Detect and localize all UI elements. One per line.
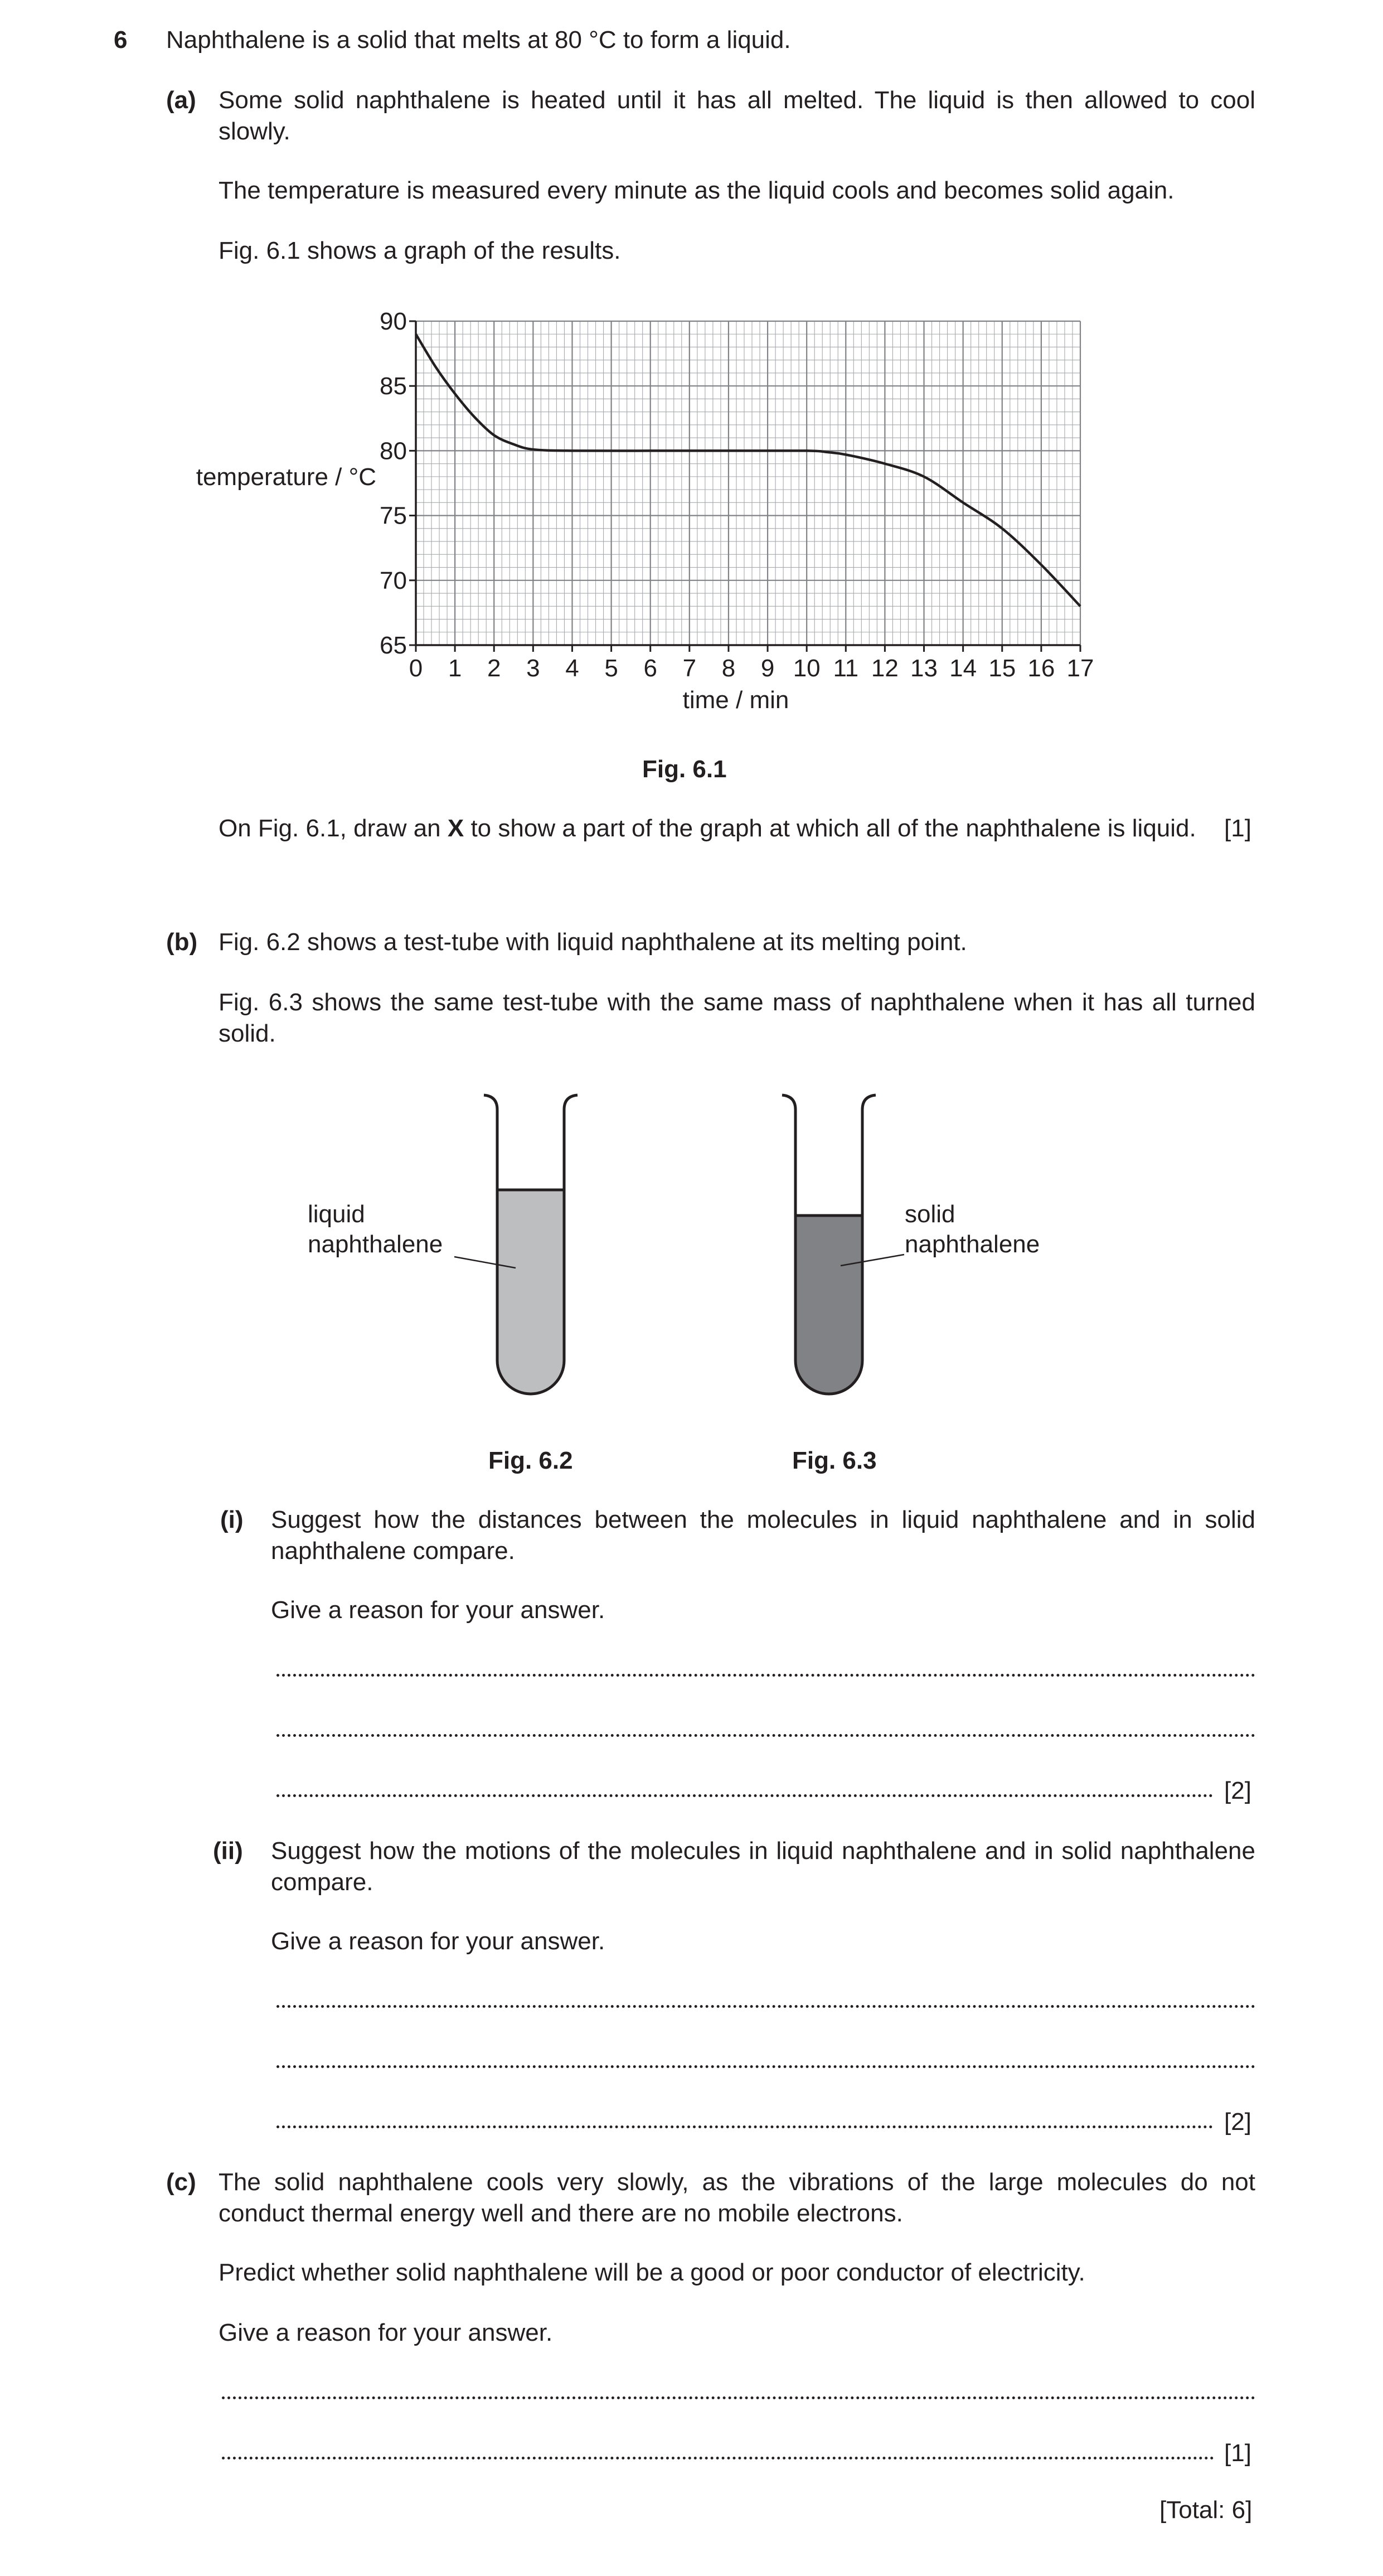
sub-i-marks: [2] [1224,1777,1251,1804]
x-tick-label: 14 [949,655,977,682]
sub-ii-answer-line-2[interactable] [276,2063,1255,2068]
x-tick-label: 8 [721,655,736,682]
fig-6-3-caption: Fig. 6.3 [792,1447,877,1474]
liquid-naphthalene-fill [497,1190,564,1394]
sub-ii-label: (ii) [213,1837,243,1865]
x-tick-label: 4 [565,655,579,682]
solid-label-2: naphthalene [905,1231,1040,1258]
solid-label-1: solid [905,1200,955,1228]
part-a-text-1: Some solid naphthalene is heated until it has all melted. The liquid is then allowed to cool slowly. [219,86,1255,145]
liquid-test-tube [454,1095,578,1394]
question-intro: Naphthalene is a solid that melts at 80 °C to form a liquid. [166,26,791,54]
part-a-marks: [1] [1224,815,1251,842]
sub-ii-answer-line-1[interactable] [276,2003,1255,2008]
part-c-label: (c) [166,2168,196,2196]
sub-ii-text: Suggest how the motions of the molecules in liquid naphthalene and in solid naphthalene compare. [271,1837,1255,1896]
sub-ii-reason: Give a reason for your answer. [271,1928,605,1955]
x-tick-label: 5 [604,655,618,682]
solid-naphthalene-fill [795,1216,862,1394]
question-number: 6 [114,26,128,54]
part-a-text-2: The temperature is measured every minute as the liquid cools and becomes solid again. [219,177,1175,204]
x-tick-label: 10 [793,655,821,682]
y-axis-label: temperature / °C [196,463,376,491]
liquid-label-1: liquid [308,1200,365,1228]
y-tick-label: 65 [380,632,407,659]
instruction-text-pre: On Fig. 6.1, draw an [219,815,448,842]
x-tick-label: 0 [409,655,423,682]
sub-ii-answer-line-3[interactable] [276,2123,1213,2128]
part-a-label: (a) [166,86,196,114]
sub-i-label: (i) [220,1506,244,1533]
sub-i-answer-line-2[interactable] [276,1732,1255,1737]
x-tick-label: 7 [682,655,697,682]
x-tick-label: 16 [1027,655,1055,682]
part-c-text-2: Predict whether solid naphthalene will be a good or poor conductor of electricity. [219,2259,1085,2286]
part-b-text-2: Fig. 6.3 shows the same test-tube with the same mass of naphthalene when it has all turned solid. [219,989,1255,1047]
sub-i-reason: Give a reason for your answer. [271,1596,605,1624]
y-tick-label: 75 [380,502,407,530]
part-c-reason: Give a reason for your answer. [219,2319,553,2346]
part-c-answer-line-2[interactable] [222,2454,1214,2459]
sub-i-text: Suggest how the distances between the molecules in liquid naphthalene and in solid naphthalene compare. [271,1506,1255,1565]
x-tick-label: 3 [526,655,540,682]
part-c-marks: [1] [1224,2439,1251,2467]
x-tick-label: 1 [448,655,462,682]
sub-i-answer-line-1[interactable] [276,1672,1255,1677]
part-c-text-1: The solid naphthalene cools very slowly, as the vibrations of the large molecules do not conduct thermal energy well and there are no mobile electrons. [219,2168,1255,2227]
sub-i-answer-line-3[interactable] [276,1792,1213,1797]
y-tick-label: 85 [380,372,407,400]
y-tick-label: 90 [380,308,407,335]
part-b-text-1: Fig. 6.2 shows a test-tube with liquid naphthalene at its melting point. [219,928,967,956]
y-tick-label: 70 [380,566,407,594]
x-tick-label: 15 [988,655,1016,682]
fig-6-1-caption: Fig. 6.1 [642,756,727,783]
liquid-label-2: naphthalene [308,1231,443,1258]
x-tick-label: 6 [643,655,657,682]
total-marks: [Total: 6] [1159,2496,1253,2524]
x-tick-label: 9 [760,655,775,682]
part-b-label: (b) [166,928,198,956]
instruction-text-post: to show a part of the graph at which all of the naphthalene is liquid. [464,815,1196,842]
x-tick-label: 2 [487,655,501,682]
solid-test-tube [782,1095,904,1394]
x-tick-label: 13 [910,655,938,682]
x-tick-label: 11 [833,655,859,682]
x-tick-label: 12 [871,655,899,682]
sub-ii-marks: [2] [1224,2108,1251,2136]
y-tick-label: 80 [380,437,407,465]
x-tick-label: 17 [1066,655,1094,682]
x-axis-label: time / min [682,686,789,714]
fig-6-2-caption: Fig. 6.2 [488,1447,573,1474]
part-a-text-3: Fig. 6.1 shows a graph of the results. [219,237,621,264]
instruction-x: X [447,815,464,842]
part-c-answer-line-1[interactable] [222,2394,1255,2399]
